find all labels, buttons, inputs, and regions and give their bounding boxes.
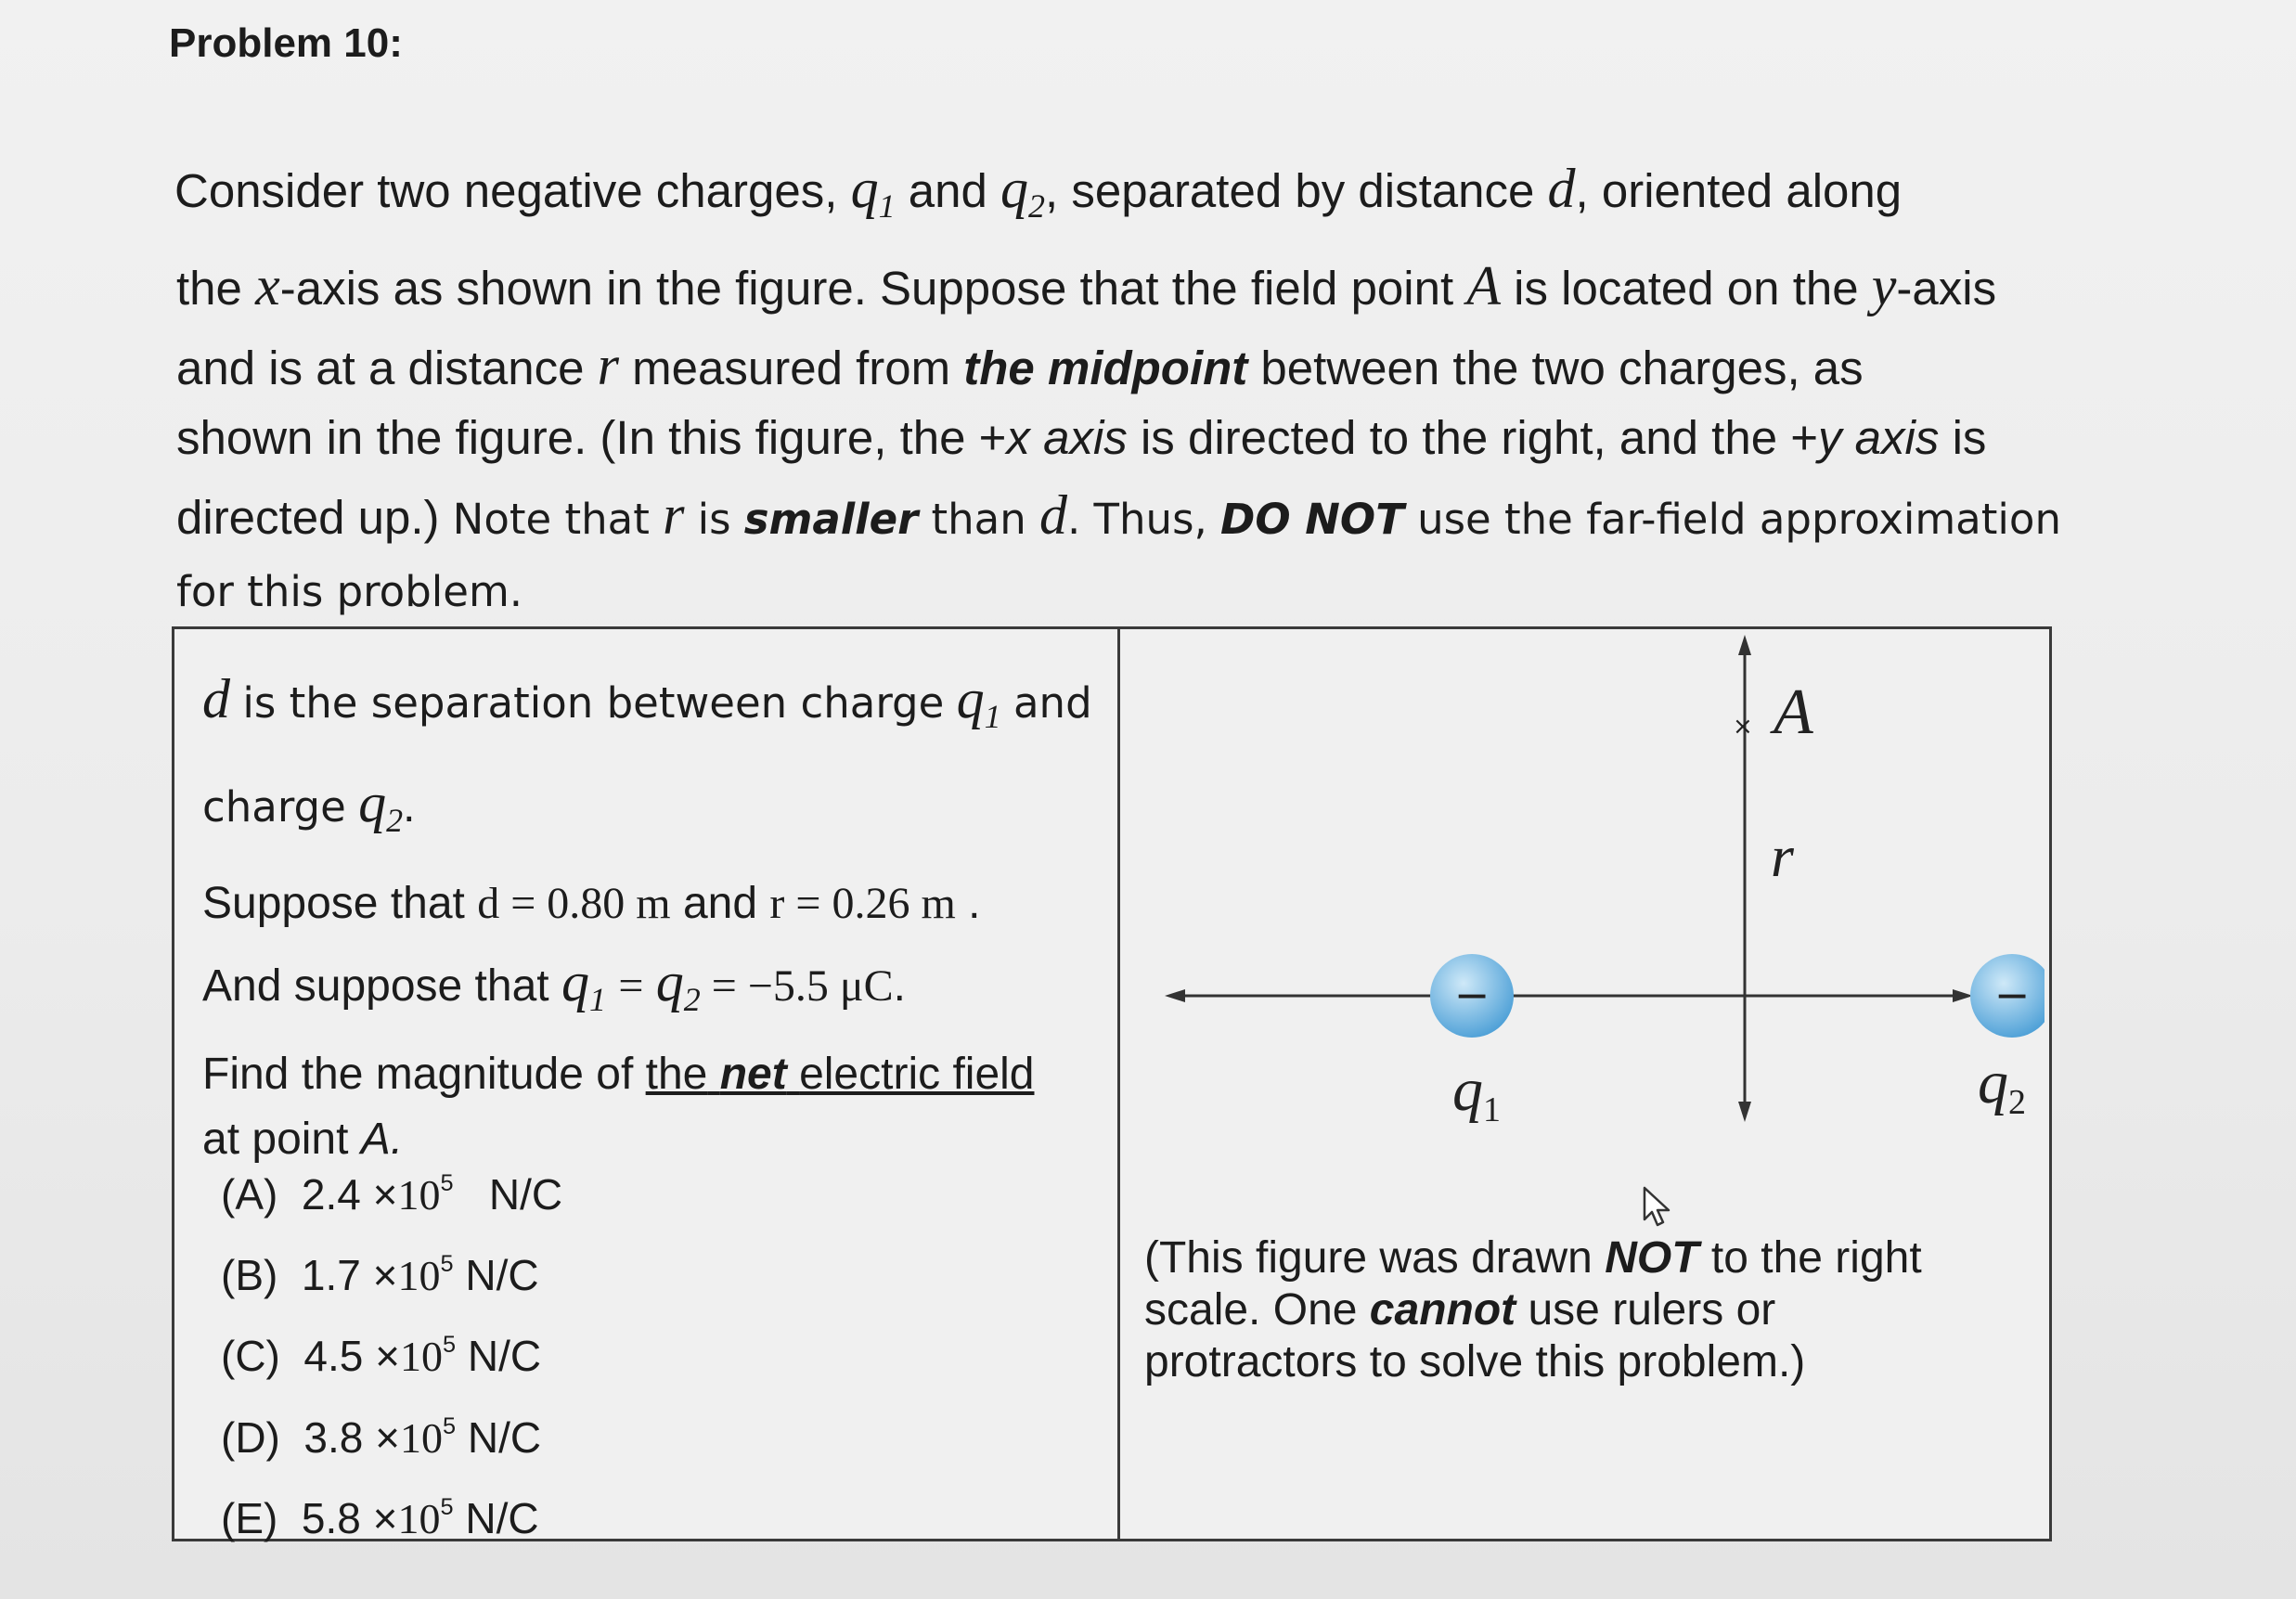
midpoint-emphasis: the midpoint: [963, 341, 1248, 394]
q2-label: q2: [1978, 1049, 2026, 1122]
do-not-emphasis: DO NOT: [1220, 494, 1404, 544]
q1-symbol: $q_1$: [850, 158, 896, 225]
charge-diagram: [1154, 629, 2044, 1205]
option-d[interactable]: (D) $3.8 \times 10^5$ N/C: [221, 1412, 542, 1462]
problem-title: Problem 10:: [169, 20, 403, 66]
r-symbol: r: [597, 334, 619, 396]
option-c[interactable]: (C) $4.5 \times 10^5$ N/C: [221, 1332, 542, 1381]
r-label: r: [1771, 823, 1794, 889]
given-text: d is the separation between charge $q_1$ and charge $q_2$. Suppose that d = 0.80 m and r = 0.26 m . And suppose that $q_1 = q_2 = -5.5$ μC. Find the magnitude of the net electric field at point A.: [202, 668, 1092, 1165]
problem-statement: Consider two negative charges, $q_1$ and $q_2$, separated by distance d, oriented along the x-axis as shown in the figure. Suppose that the field point A is located on the y-axis and is at a distance r measured from the midpoint between the two charges, as shown in the figure. (In this figure, the +x axis is directed to the right, and the +y axis is directed up.) Note that r is smaller than d. Thus, DO NOT use the far-field approximation for this problem.: [174, 158, 2061, 616]
charge-q1: [1430, 954, 1514, 1038]
figure-scale-note: (This figure was drawn NOT to the right scale. One cannot use rulers or protractors to solve this problem.): [1144, 1233, 1922, 1386]
charge-q2: [1970, 954, 2044, 1038]
charge-value: = −5.5 μC: [700, 961, 894, 1011]
x-axis: [1165, 989, 1973, 1002]
q1-label: q1: [1452, 1056, 1501, 1129]
option-e[interactable]: (E) $5.8 \times 10^5$ N/C: [221, 1493, 539, 1543]
point-a-label: A: [1774, 677, 1813, 748]
mouse-pointer-icon: [1643, 1186, 1674, 1229]
net-field-underline: the net electric field: [645, 1050, 1035, 1100]
answer-options: [221, 1149, 562, 1554]
d-symbol: d: [1547, 158, 1576, 219]
option-a[interactable]: (A) $2.4 \times 10^5$ N/C: [221, 1170, 563, 1219]
problem-table: [172, 626, 2052, 1541]
point-a-marker: ×: [1733, 713, 1753, 741]
y-axis: [1738, 635, 1751, 1122]
svg-text:−: −: [1453, 970, 1490, 1020]
d-value: d = 0.80 m: [477, 878, 671, 928]
table-divider: [1117, 629, 1120, 1539]
r-value: r = 0.26 m: [769, 878, 956, 928]
q2-symbol: $q_2$: [1000, 158, 1046, 225]
svg-text:−: −: [1993, 970, 2031, 1020]
option-b[interactable]: (B) $1.7 \times 10^5$ N/C: [221, 1251, 539, 1300]
